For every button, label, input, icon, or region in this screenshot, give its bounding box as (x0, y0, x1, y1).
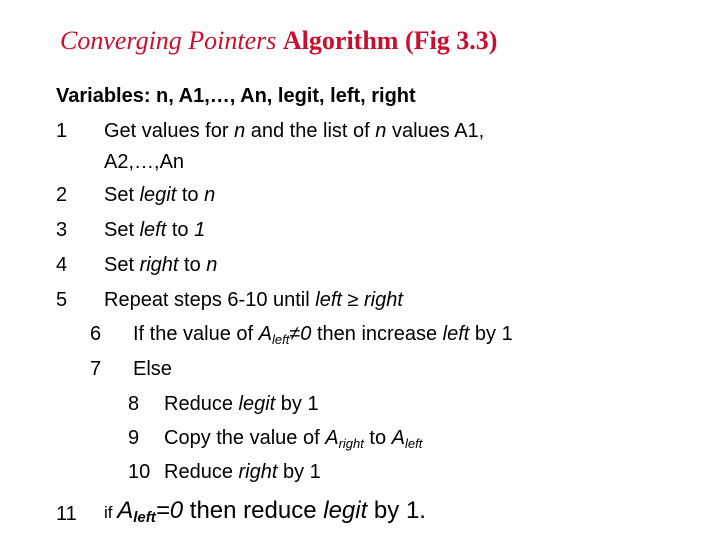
slide-title (60, 26, 497, 56)
step-9-text: Copy the value of $A_{right}$ to $A_{left}$ (164, 427, 423, 451)
step-8-number: 8 (128, 393, 140, 415)
step-10-text: Reduce right by 1 (164, 461, 321, 483)
step-2-text: Set legit to n (104, 184, 216, 206)
step-11-text: if $A_{left}=0$ then reduce legit by 1. (104, 497, 426, 526)
step-5-text: Repeat steps 6-10 until left ≥ right (104, 289, 403, 311)
step-3-number: 3 (56, 219, 68, 241)
step-10-number: 10 (128, 461, 151, 483)
step-1-continuation: A2,…,An (104, 151, 185, 173)
step-2-number: 2 (56, 184, 68, 206)
step-9-number: 9 (128, 427, 140, 449)
step-7-number: 7 (90, 358, 102, 380)
title-rest: Algorithm (Fig 3.3) (282, 26, 498, 55)
variables-line: Variables: n, A1,…, An, legit, left, right (56, 85, 416, 107)
step-11-number: 11 (56, 503, 77, 525)
step-5-number: 5 (56, 289, 68, 311)
step-4-text: Set right to n (104, 254, 218, 276)
step-1-number: 1 (56, 120, 68, 142)
step-1-text: Get values for n and the list of n values A1, (104, 120, 485, 142)
step-6-text: If the value of $A_{left}\ne 0$ then increase left by 1 (133, 323, 513, 347)
title-italic: Converging Pointers (60, 26, 277, 55)
step-4-number: 4 (56, 254, 68, 276)
step-3-text: Set left to 1 (104, 219, 206, 241)
step-8-text: Reduce legit by 1 (164, 393, 319, 415)
step-7-text: Else (133, 358, 172, 380)
step-6-number: 6 (90, 323, 102, 345)
